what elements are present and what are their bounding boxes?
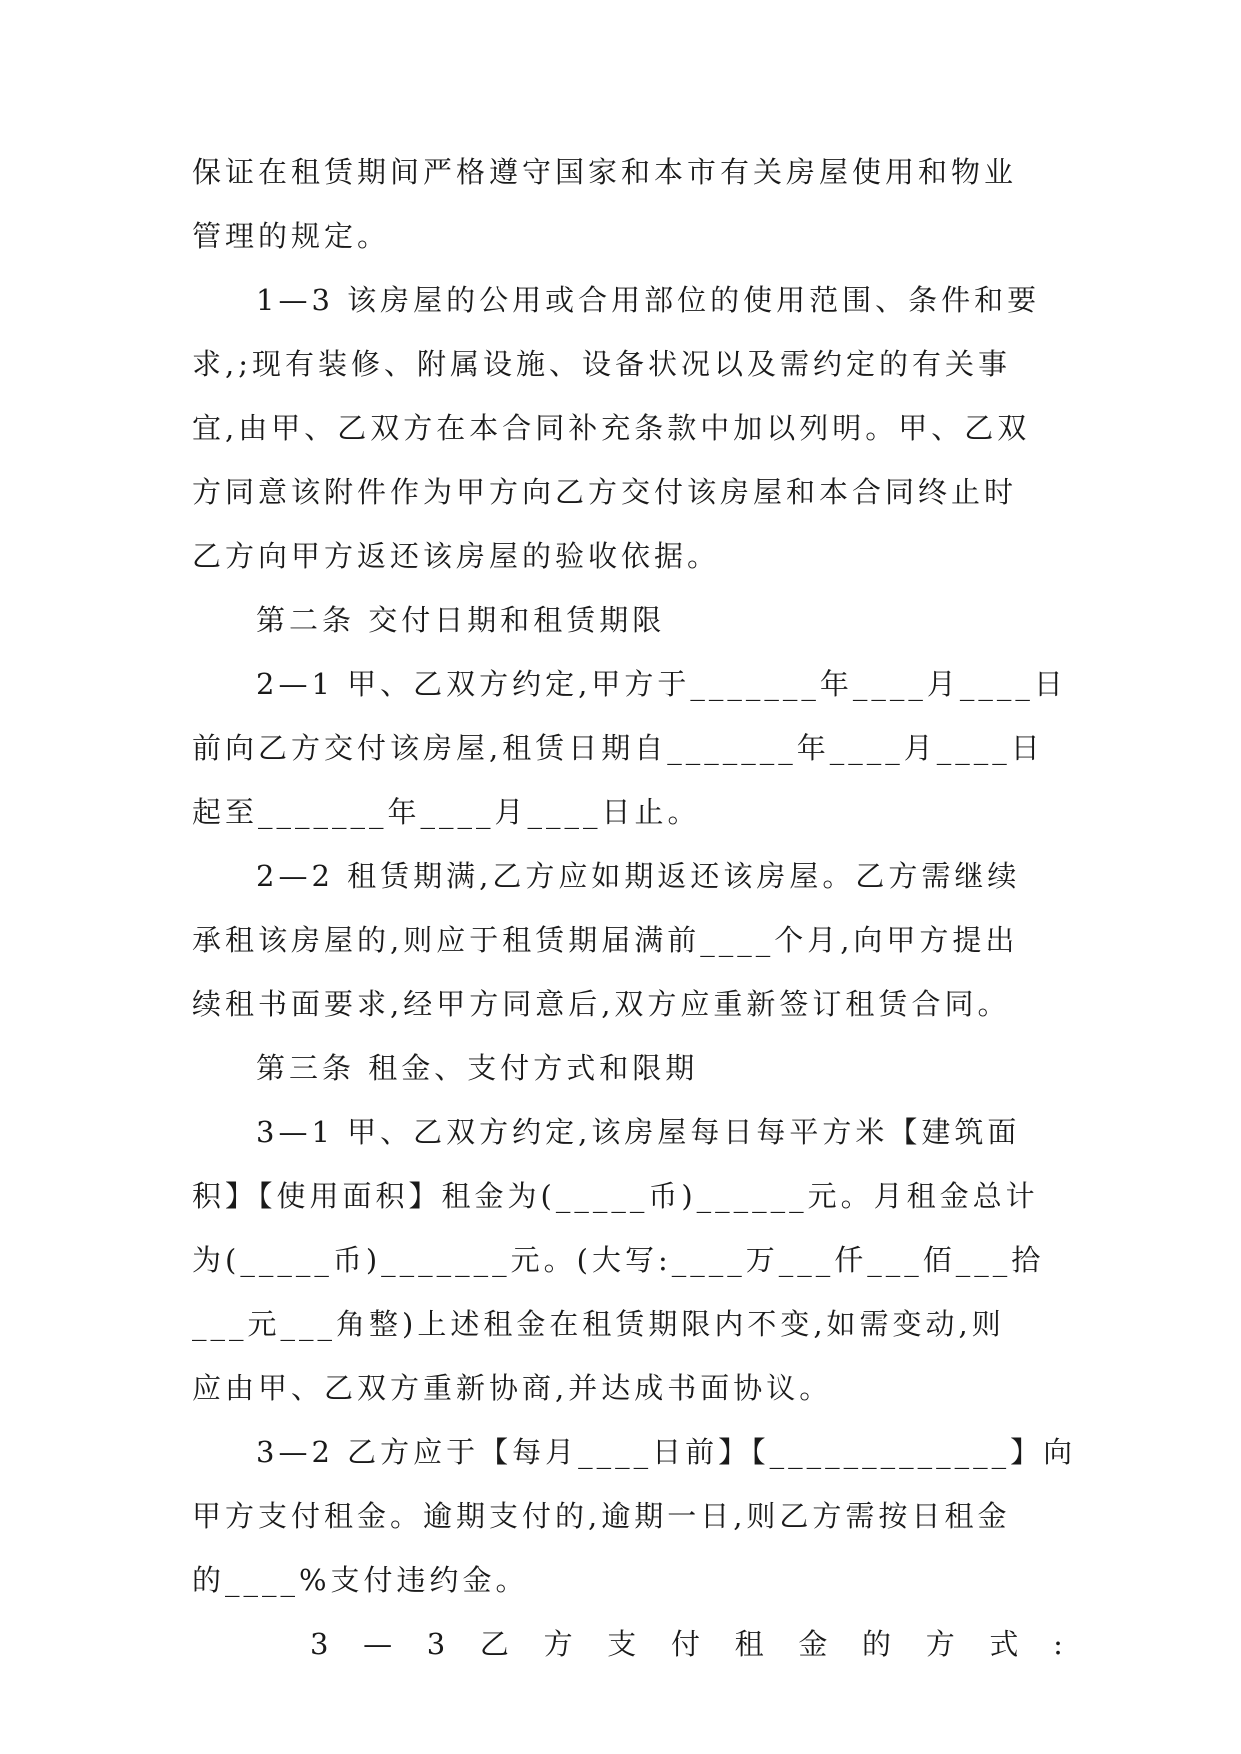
section-heading-article-3: 第三条 租金、支付方式和限期 [256,1051,699,1085]
text-line: ___元___角整)上述租金在租赁期限内不变,如需变动,则 [192,1307,1005,1341]
char: 的 [862,1627,892,1661]
clause-3-2-line: 3—2 乙方应于【每月____日前】【_____________】向 [256,1435,1077,1469]
text-line: 管理的规定。 [192,219,391,253]
text-line: 积】【使用面积】租金为(_____币)______元。月租金总计 [192,1179,1039,1213]
text-line: 前向乙方交付该房屋,租赁日期自_______年____月____日 [192,731,1044,765]
text-line: 方同意该附件作为甲方向乙方交付该房屋和本合同终止时 [192,475,1018,509]
text-line: 的____%支付违约金。 [192,1563,529,1597]
char: 方 [925,1627,955,1661]
char: 乙 [479,1627,509,1661]
char: — [363,1627,393,1661]
char: 3 [310,1627,329,1661]
char: 式 [989,1627,1019,1661]
clause-2-2-line: 2—2 租赁期满,乙方应如期返还该房屋。乙方需继续 [256,859,1021,893]
text-line: 求,;现有装修、附属设施、设备状况以及需约定的有关事 [192,347,1011,381]
char: 付 [670,1627,700,1661]
text-line: 宜,由甲、乙双方在本合同补充条款中加以列明。甲、乙双 [192,411,1031,445]
char: 3 [426,1627,446,1661]
text-line: 续租书面要求,经甲方同意后,双方应重新签订租赁合同。 [192,987,1011,1021]
char: 支 [607,1627,637,1661]
clause-3-1-line: 3—1 甲、乙双方约定,该房屋每日每平方米【建筑面 [256,1115,1021,1149]
text-line: 保证在租赁期间严格遵守国家和本市有关房屋使用和物业 [192,155,1018,189]
char: 租 [734,1627,764,1661]
char: : [1053,1627,1063,1661]
char: 金 [798,1627,828,1661]
text-line: 应由甲、乙双方重新协商,并达成书面协议。 [192,1371,833,1405]
text-line: 甲方支付租金。逾期支付的,逾期一日,则乙方需按日租金 [192,1499,1011,1533]
clause-1-3-line: 1—3 该房屋的公用或合用部位的使用范围、条件和要 [256,283,1041,317]
text-line: 乙方向甲方返还该房屋的验收依据。 [192,539,721,573]
section-heading-article-2: 第二条 交付日期和租赁期限 [256,603,666,637]
text-line: 承租该房屋的,则应于租赁期届满前____个月,向甲方提出 [192,923,1019,957]
text-line: 为(_____币)_______元。(大写:____万___仟___佰___拾 [192,1243,1045,1277]
clause-2-1-line: 2—1 甲、乙双方约定,甲方于_______年____月____日 [256,667,1067,701]
clause-3-3-line [192,1612,1063,1676]
text-line: 起至_______年____月____日止。 [192,795,701,829]
char: 方 [543,1627,573,1661]
